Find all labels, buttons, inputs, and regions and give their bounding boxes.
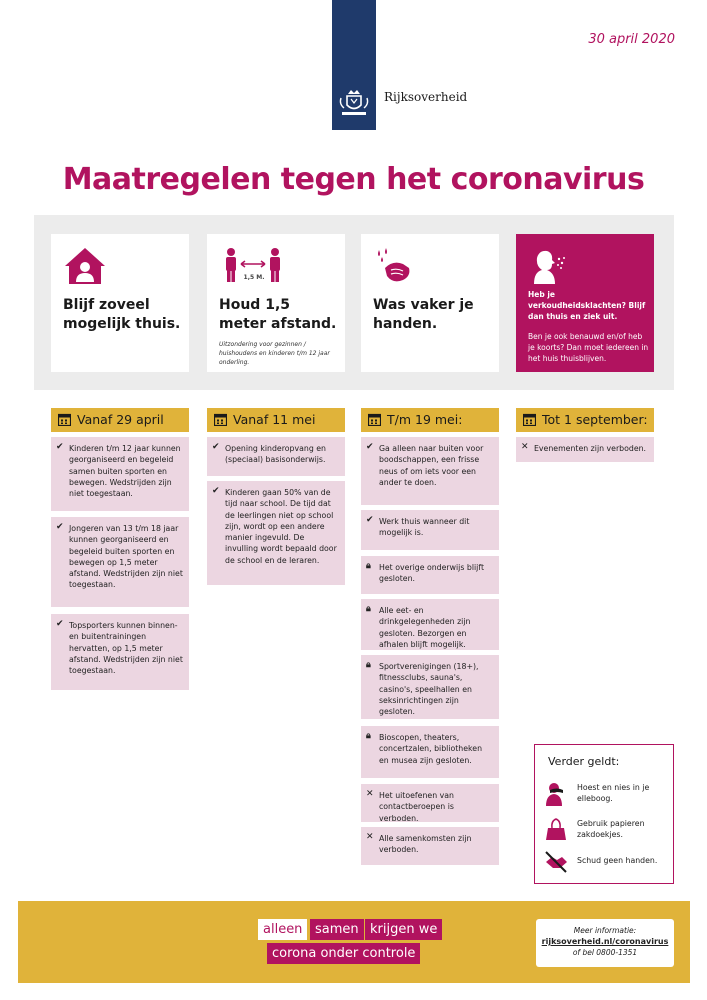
column-heading-vanaf-29-april [51, 408, 189, 432]
check-icon: ✔ [56, 522, 64, 532]
measure-text: Kinderen gaan 50% van de tijd naar school. De tijd dat de leerlingen niet op school zijn, wordt op een andere manier ingevuld. De invulling wordt bepaald door de school en de leraren. [225, 488, 337, 565]
measure-item [51, 437, 189, 511]
card-text: Was vaker je handen. [373, 297, 474, 332]
measure-item [51, 517, 189, 607]
no-handshake-icon [543, 849, 569, 875]
measure-text: Alle samenkomsten zijn verboden. [379, 834, 472, 855]
column-heading-label: Vanaf 11 mei [233, 412, 316, 427]
house-person-icon [63, 246, 107, 286]
washing-hands-icon [373, 246, 413, 286]
slogan-word: corona onder controle [267, 943, 420, 964]
info-link[interactable]: rijksoverheid.nl/coronavirus [541, 937, 669, 946]
measure-item [207, 437, 345, 476]
column-heading-tm-19-mei [361, 408, 499, 432]
measure-text: Evenementen zijn verboden. [534, 444, 647, 453]
column-heading-vanaf-11-mei [207, 408, 345, 432]
check-icon: ✔ [56, 442, 64, 452]
card-body-text: Ben je ook benauwd en/of heb je koorts? Dan moet iedereen in het huis thuisblijven. [528, 332, 649, 363]
lock-icon: 🔒︎ [366, 731, 371, 741]
page-title: Maatregelen tegen het coronavirus [62, 162, 645, 197]
measure-text: Jongeren van 13 t/m 18 jaar kunnen georganiseerd en begeleid buiten sporten en bewegen op 1,5 meter afstand. Wedstrijden zijn niet toegestaan. [69, 524, 183, 590]
tissue-icon [543, 816, 569, 842]
card-symptoms [516, 234, 654, 372]
logo-bar [332, 0, 376, 130]
column-heading-label: Tot 1 september: [542, 412, 648, 427]
measure-text: Ga alleen naar buiten voor boodschappen, een frisse neus of om iets voor een ander te doen. [379, 444, 484, 487]
measure-item [361, 726, 499, 778]
distance-label: 1,5 M. [243, 274, 265, 281]
check-icon: ✔ [212, 486, 220, 496]
calendar-icon [58, 413, 71, 426]
measure-text: Alle eet- en drinkgelegenheden zijn gesloten. Bezorgen en afhalen blijft mogelijk. [379, 606, 471, 649]
logo-text: Rijksoverheid [384, 90, 468, 104]
card-stay-home [51, 234, 189, 372]
measure-item [361, 655, 499, 719]
cross-icon: ✕ [521, 442, 529, 452]
check-icon: ✔ [366, 515, 374, 525]
card-distance [207, 234, 345, 372]
slogan-word: samen [310, 919, 364, 940]
calendar-icon [368, 413, 381, 426]
measure-item [361, 556, 499, 594]
crest-icon [338, 88, 370, 118]
verder-geldt-box [534, 744, 674, 884]
column-heading-label: Vanaf 29 april [77, 412, 164, 427]
card-text: Blijf zoveel mogelijk thuis. [63, 297, 181, 332]
measure-text: Sportverenigingen (18+), fitnessclubs, sauna's, casino's, speelhallen en seksinrichtingen zijn gesloten. [379, 662, 479, 717]
measure-item [207, 481, 345, 585]
measure-text: Werk thuis wanneer dit mogelijk is. [379, 517, 470, 538]
measure-text: Het uitoefenen van contactberoepen is verboden. [379, 791, 454, 823]
check-icon: ✔ [212, 442, 220, 452]
card-wash-hands [361, 234, 499, 372]
card-subtext: Uitzondering voor gezinnen / huishoudens en kinderen t/m 12 jaar onderling. [219, 341, 330, 366]
measure-text: Topsporters kunnen binnen- en buitentrainingen hervatten, op 1,5 meter afstand. Wedstrijden zijn niet toegestaan. [69, 621, 183, 676]
info-phone: of bel 0800-1351 [572, 948, 638, 957]
measure-text: Het overige onderwijs blijft gesloten. [379, 563, 484, 584]
card-text: Houd 1,5 meter afstand. [219, 297, 337, 332]
verder-text: Hoest en nies in je elleboog. [577, 783, 650, 803]
verder-geldt-title: Verder geldt: [548, 755, 620, 768]
measure-item [361, 599, 499, 650]
cross-icon: ✕ [366, 832, 374, 842]
measure-item [361, 437, 499, 505]
measure-item [516, 437, 654, 462]
verder-text: Schud geen handen. [577, 856, 658, 865]
info-label: Meer informatie: [573, 926, 637, 935]
lock-icon: 🔒︎ [366, 604, 371, 614]
check-icon: ✔ [366, 442, 374, 452]
column-heading-label: T/m 19 mei: [387, 412, 463, 427]
check-icon: ✔ [56, 619, 64, 629]
lock-icon: 🔒︎ [366, 561, 371, 571]
measure-item [51, 614, 189, 690]
card-text [528, 289, 650, 364]
measure-text: Kinderen t/m 12 jaar kunnen georganiseerd en begeleid samen buiten sporten en bewegen. Wedstrijden zijn niet toegestaan. [69, 444, 181, 499]
info-box [536, 919, 674, 967]
measure-item [361, 784, 499, 822]
calendar-icon [214, 413, 227, 426]
slogan-word: alleen [258, 919, 307, 940]
lock-icon: 🔒︎ [366, 660, 371, 670]
measure-text: Bioscopen, theaters, concertzalen, bibliotheken en musea zijn gesloten. [379, 733, 483, 765]
sneezing-person-icon [528, 246, 568, 286]
calendar-icon [523, 413, 536, 426]
cross-icon: ✕ [366, 789, 374, 799]
card-bold-text: Heb je verkoudheidsklachten? Blijf dan thuis en ziek uit. [528, 290, 646, 321]
slogan-word: krijgen we [365, 919, 442, 940]
verder-text: Gebruik papieren zakdoekjes. [577, 819, 645, 839]
sneeze-elbow-icon [543, 781, 569, 807]
measure-item [361, 827, 499, 865]
measure-text: Opening kinderopvang en (speciaal) basisonderwijs. [225, 444, 326, 465]
date: 30 april 2020 [588, 32, 675, 47]
column-heading-tot-1-september [516, 408, 654, 432]
measure-item [361, 510, 499, 550]
